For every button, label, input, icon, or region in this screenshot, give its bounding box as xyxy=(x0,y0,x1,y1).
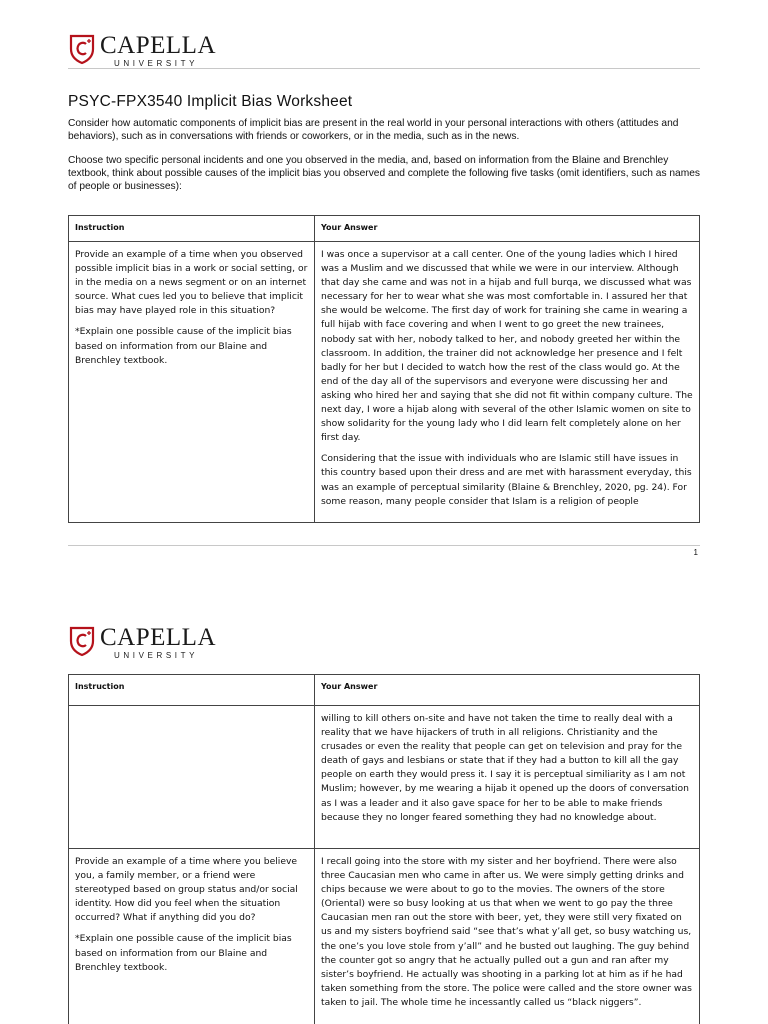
instruction-header: Instruction xyxy=(69,216,315,242)
answer-header: Your Answer xyxy=(315,675,700,706)
table-row xyxy=(69,242,700,523)
instruction-cell xyxy=(69,849,315,1024)
worksheet-table-page-1 xyxy=(68,215,700,523)
task-paragraph: Choose two specific personal incidents and one you observed in the media, and, based on information from the Blaine and Brenchley textbook, think about possible causes of the implicit bias you observed and complete the following five tasks (omit identifiers, such as names of people or businesses): xyxy=(68,155,700,192)
answer-text: I was once a supervisor at a call center. One of the young ladies which I hired was a Muslim and we discussed that while we were in our interview. Although that day she came and was not in a hijab and full burqa, we discussed what was necessary for her to wear what she was most comfortable in. I assured her that she would be welcome. The first day of work for training she came in wearing a full hijab with face covering and when I went to go greet the new trainees, nobody sat with her, nobody talked to her, and nobody greeted her within the classroom. In addition, the trainer did not acknowledge her presence and I felt badly for her but I decided to watch how the rest of the class would go. At the end of the day all of the supervisors and everyone were discussing her and asking who hired her and saying that she did not fit within company culture. The next day, I wore a hijab along with several of the other Islamic women on site to show solidarity for the young lady who I did learn felt completely alone on her first day. xyxy=(321,249,693,444)
brand-subtitle: UNIVERSITY xyxy=(114,59,199,68)
instruction-cell-empty xyxy=(69,706,315,849)
instruction-cell xyxy=(69,242,315,523)
table-row xyxy=(69,706,700,849)
brand-subtitle: UNIVERSITY xyxy=(114,651,199,660)
page-number: 1 xyxy=(693,548,698,557)
worksheet-table-page-2 xyxy=(68,674,700,1024)
answer-cell[interactable] xyxy=(315,849,700,1024)
instruction-text: Provide an example of a time where you believe you, a family member, or a friend were stereotyped based on group status and/or social identity. How did you feel when the situation occurred? What if anything did you do? xyxy=(75,856,298,924)
intro-paragraph: Consider how automatic components of implicit bias are present in the real world in your personal interactions with others (attitudes and behaviors), such as in conversations with friends or coworkers, or in the media, such as in the news. xyxy=(68,118,679,142)
answer-text-continued: Considering that the issue with individuals who are Islamic still have issues in this country based upon their dress and are met with harassment everyday, this was an example of perceptual similarity (Blaine & Brenchley, 2020, pg. 24). For some reason, many people consider that Islam is a religion of people xyxy=(321,453,692,507)
capella-shield-icon xyxy=(68,33,96,65)
page-title: PSYC-FPX3540 Implicit Bias Worksheet xyxy=(68,93,353,110)
instruction-header: Instruction xyxy=(69,675,315,706)
capella-logo xyxy=(68,33,216,68)
answer-text: willing to kill others on-site and have not taken the time to really deal with a reality that we have hijackers of truth in all religions. Christianity and the crusades or even the reality that people can get on television and pray for the death of gays and lesbians or state that if they had a button to kill all the gay people on earth they would press it. I say it is perceptual similiarity as I am not Muslim; however, by me wearing a hijab it opened up the doors of conversation as I was a leader and it also gave space for her to be able to make friends because they no longer feared something they had no knowledge about. xyxy=(321,713,689,823)
page-2 xyxy=(0,595,768,1024)
brand-name: CAPELLA xyxy=(100,624,216,651)
table-row xyxy=(69,849,700,1024)
header-divider xyxy=(68,68,700,69)
footer-divider xyxy=(68,545,700,546)
instruction-note: *Explain one possible cause of the implicit bias based on information from our Blaine and Brenchley textbook. xyxy=(75,933,292,973)
capella-logo xyxy=(68,625,216,660)
instruction-text: Provide an example of a time when you observed possible implicit bias in a work or social setting, or in the media on a news segment or on an internet source. What cues led you to believe that implicit bias may have played role in this situation? xyxy=(75,249,308,317)
capella-shield-icon xyxy=(68,625,96,657)
answer-text: I recall going into the store with my sister and her boyfriend. There were also three Caucasian men who came in after us. We were simply getting drinks and chips because we were about to go to the movies. The owners of the store (Oriental) were so busy looking at us that when we went to go pay the three Caucasian men ran out the store with beer, yet, they were still very fixated on us and my sisters boyfriend said “see that’s what y’all get, so busy watching us, the one’s you love stole from y’all” and he busted out laughing. The guy behind the counter got so angry that he actually pulled out a gun and ran after my sister’s boyfriend. He actually was shooting in a parking lot at him as if he had taken something from the store. The police were called and the store owner was taken to jail. The whole time he incessantly called us “black niggers”. xyxy=(321,856,692,1008)
brand-name: CAPELLA xyxy=(100,32,216,59)
answer-header: Your Answer xyxy=(315,216,700,242)
answer-cell[interactable] xyxy=(315,242,700,523)
answer-cell[interactable] xyxy=(315,706,700,849)
instruction-note: *Explain one possible cause of the implicit bias based on information from our Blaine and Brenchley textbook. xyxy=(75,326,292,366)
